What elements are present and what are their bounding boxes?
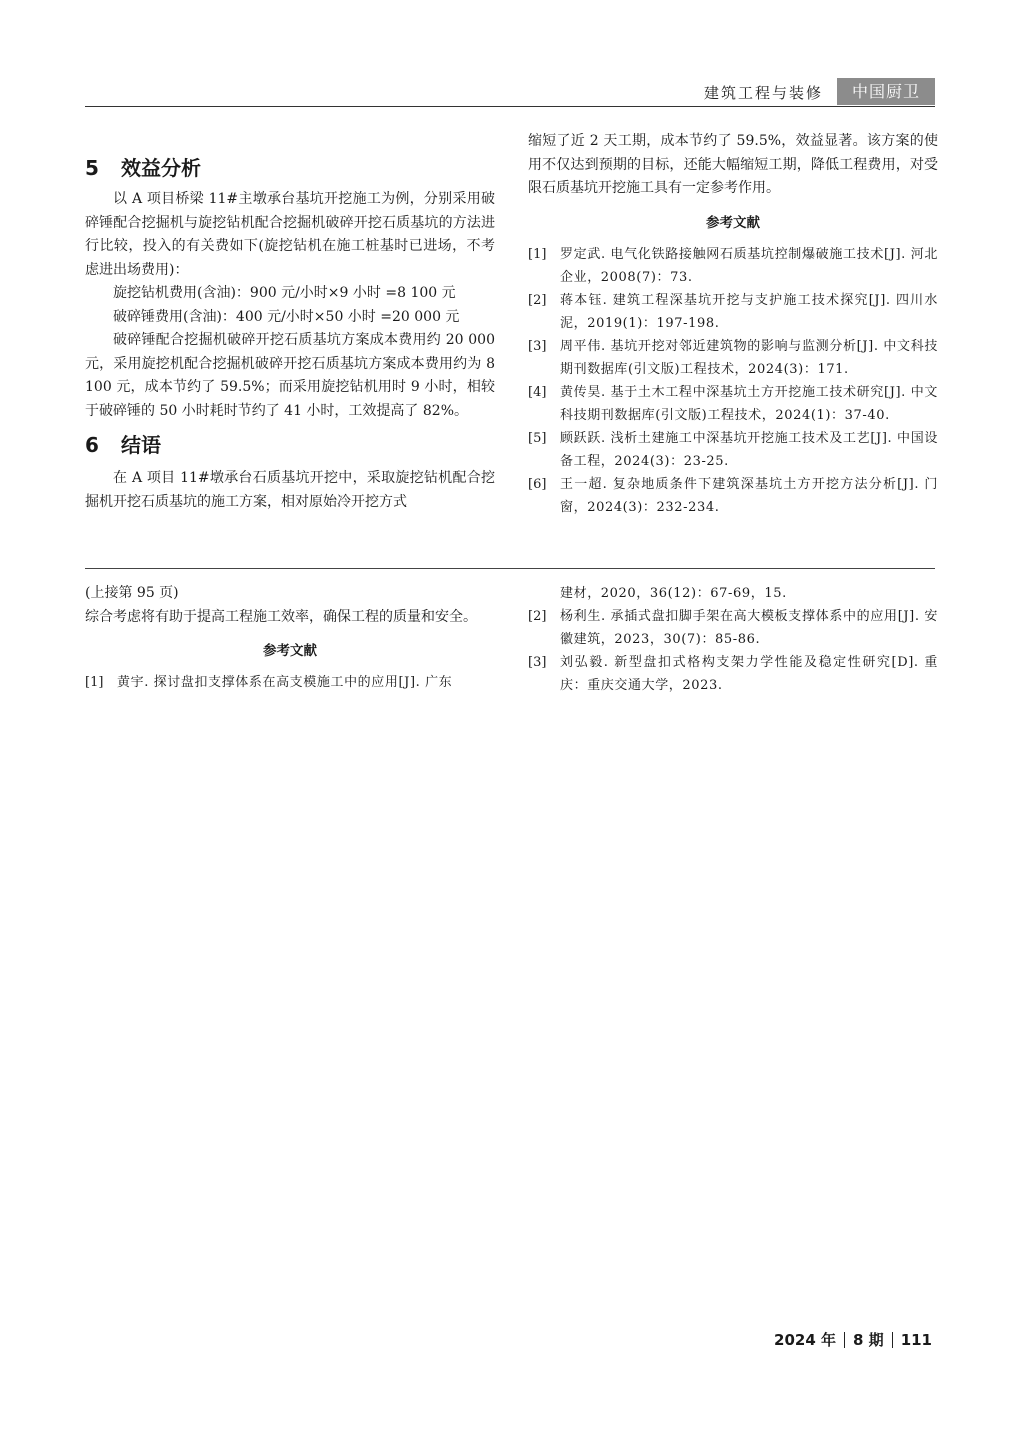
reference-number: [1] — [85, 675, 104, 690]
paragraph: 破碎锤费用(含油)：400 元/小时×50 小时 =20 000 元 — [113, 308, 460, 325]
header-section-title: 建筑工程与装修 — [703, 84, 823, 102]
reference-list — [528, 243, 938, 519]
reference-text: 建材，2020，36(12)：67-69，15. — [560, 586, 787, 601]
section-5-number: 5 — [85, 156, 99, 180]
paragraph: 综合考虑将有助于提高工程施工效率，确保工程的质量和安全。 — [85, 608, 477, 625]
reference-item — [528, 289, 938, 335]
reference-number: [3] — [528, 655, 547, 670]
reference-item — [528, 243, 938, 289]
left-column — [85, 150, 495, 514]
reference-number — [528, 582, 560, 605]
reference-item — [528, 335, 938, 381]
reference-text: 刘弘毅. 新型盘扣式格构支架力学性能及稳定性研究[D]. 重庆：重庆交通大学，2023. — [560, 655, 938, 693]
section-divider — [85, 568, 935, 569]
paragraph: 以 A 项目桥梁 11#主墩承台基坑开挖施工为例，分别采用破碎锤配合挖掘机与旋挖钻机配合挖掘机破碎开挖石质基坑的方法进行比较，投入的有关费如下(旋挖钻机在施工桩基时已进场，不考虑进出场费用)： — [85, 191, 495, 278]
reference-number: [2] — [528, 609, 547, 624]
paragraph: 缩短了近 2 天工期，成本节约了 59.5%，效益显著。该方案的使用不仅达到预期的目标，还能大幅缩短工期，降低工程费用，对受限石质基坑开挖施工具有一定参考作用。 — [528, 133, 938, 196]
reference-text: 黄传昊. 基于土木工程中深基坑土方开挖施工技术研究[J]. 中文科技期刊数据库(引文版)工程技术，2024(1)：37-40. — [560, 384, 938, 423]
page-number: 111 — [900, 1330, 932, 1349]
reference-text: 黄宇. 探讨盘扣支撑体系在高支模施工中的应用[J]. 广东 — [117, 675, 453, 690]
reference-text: 周平伟. 基坑开挖对邻近建筑物的影响与监测分析[J]. 中文科技期刊数据库(引文版)工程技术，2024(3)：171. — [560, 338, 938, 377]
reference-item — [528, 427, 938, 473]
reference-number: [1] — [528, 246, 547, 262]
footer-year: 2024 年 — [774, 1331, 837, 1349]
reference-item — [528, 605, 938, 651]
section-6-number: 6 — [85, 433, 99, 457]
journal-name-tag: 中国厨卫 — [837, 78, 935, 105]
references-title: 参考文献 — [263, 643, 317, 659]
reference-text: 罗定武. 电气化铁路接触网石质基坑控制爆破施工技术[J]. 河北企业，2008(7)：73. — [560, 246, 938, 285]
paragraph: 旋挖钻机费用(含油)：900 元/小时×9 小时 =8 100 元 — [113, 285, 456, 301]
reference-number: [5] — [528, 430, 547, 446]
reference-number: [6] — [528, 476, 547, 492]
footer-separator — [844, 1332, 845, 1348]
paragraph: 在 A 项目 11#墩承台石质基坑开挖中，采取旋挖钻机配合挖掘机开挖石质基坑的施工方案，相对原始冷开挖方式 — [85, 470, 495, 510]
paragraph: 破碎锤配合挖掘机破碎开挖石质基坑方案成本费用约 20 000 元，采用旋挖机配合挖掘机破碎开挖石质基坑方案成本费用约为 8 100 元，成本节约了 59.5%；而采用旋挖钻机用时 9 小时，相较于破碎锤的 50 小时耗时节约了 41 小时，工效提高了 82%。 — [85, 332, 495, 419]
reference-item — [528, 473, 938, 519]
reference-item — [528, 381, 938, 427]
footer-issue: 8 期 — [853, 1331, 884, 1349]
reference-text: 顾跃跃. 浅析土建施工中深基坑开挖施工技术及工艺[J]. 中国设备工程，2024(3)：23-25. — [560, 430, 938, 469]
reference-item — [528, 651, 938, 697]
section-6-title: 结语 — [121, 433, 161, 457]
reference-number: [4] — [528, 384, 547, 400]
reference-number: [3] — [528, 338, 547, 354]
reference-number: [2] — [528, 292, 547, 308]
reference-text: 蒋本钰. 建筑工程深基坑开挖与支护施工技术探究[J]. 四川水泥，2019(1)：197-198. — [560, 292, 938, 331]
references-title: 参考文献 — [706, 214, 760, 231]
reference-text: 王一超. 复杂地质条件下建筑深基坑土方开挖方法分析[J]. 门窗，2024(3)：232-234. — [560, 476, 938, 515]
footer-separator — [892, 1332, 893, 1348]
reference-text: 杨利生. 承插式盘扣脚手架在高大模板支撑体系中的应用[J]. 安徽建筑，2023，30(7)：85-86. — [560, 609, 938, 647]
running-header — [85, 78, 935, 107]
right-column — [528, 130, 938, 519]
continued-left-column — [85, 582, 495, 694]
section-5-title: 效益分析 — [121, 156, 201, 180]
section-5-heading — [85, 150, 495, 186]
page-footer — [774, 1329, 932, 1350]
reference-item-continuation — [528, 582, 938, 605]
reference-item — [85, 671, 495, 694]
section-6-heading — [85, 427, 495, 463]
continued-right-column — [528, 582, 938, 697]
continued-note: (上接第 95 页) — [85, 585, 179, 601]
